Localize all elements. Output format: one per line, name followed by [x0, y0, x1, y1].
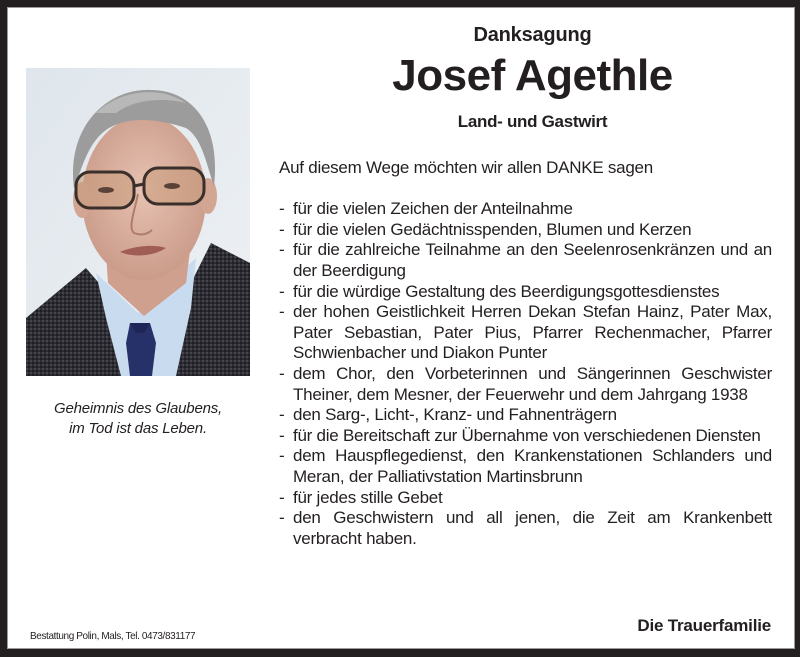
thanks-item-text: für die vielen Zeichen der Anteilnahme — [293, 199, 573, 219]
thanks-item-text: den Geschwistern und all jenen, die Zeit am Krankenbett verbracht haben. — [293, 508, 772, 548]
list-dash: - — [279, 199, 285, 219]
thanks-item-text: den Sarg-, Licht-, Kranz- und Fahnenträgern — [293, 405, 617, 425]
funeral-home-credit: Bestattung Polin, Mals, Tel. 0473/831177 — [30, 630, 196, 642]
signature: Die Trauerfamilie — [637, 616, 771, 635]
list-dash: - — [279, 281, 285, 301]
thanks-item — [279, 302, 772, 364]
thanks-body — [279, 158, 772, 549]
list-dash: - — [279, 487, 285, 507]
list-dash: - — [279, 405, 285, 425]
thanks-item — [279, 220, 772, 241]
thanks-item-text: für die vielen Gedächtnisspenden, Blumen und Kerzen — [293, 219, 692, 239]
motto-line-2: im Tod ist das Leben. — [69, 420, 207, 437]
thanks-item-text: für jedes stille Gebet — [293, 487, 443, 507]
thanks-item — [279, 364, 772, 405]
obituary-notice — [7, 7, 795, 649]
thanks-item-text: für die würdige Gestaltung des Beerdigungsgottesdienstes — [293, 281, 720, 301]
list-dash: - — [279, 302, 285, 322]
thanks-item — [279, 508, 772, 549]
notice-heading: Danksagung — [473, 24, 592, 46]
thanks-item-text: dem Hauspflegedienst, den Krankenstationen Schlanders und Meran, der Palliativstation Martinsbrunn — [293, 446, 772, 486]
thanks-item — [279, 426, 772, 447]
thanks-item-text: für die Bereitschaft zur Übernahme von verschiedenen Diensten — [293, 425, 761, 445]
thanks-item-text: dem Chor, den Vorbeterinnen und Sängerinnen Geschwister Theiner, dem Mesner, der Feuerwehr und dem Jahrgang 1938 — [293, 363, 772, 404]
thanks-list — [279, 199, 772, 549]
thanks-item-text: der hohen Geistlichkeit Herren Dekan Stefan Hainz, Pater Max, Pater Sebastian, Pater Pius, Pfarrer Rechenmacher, Pfarrer Schwienbacher und Diakon Punter — [293, 302, 772, 363]
thanks-item — [279, 282, 772, 303]
thanks-intro: Auf diesem Wege möchten wir allen DANKE sagen — [279, 158, 653, 177]
motto-quote — [26, 399, 250, 439]
list-dash: - — [279, 508, 285, 528]
list-dash: - — [279, 240, 285, 260]
deceased-name: Josef Agethle — [392, 51, 673, 100]
thanks-item — [279, 405, 772, 426]
list-dash: - — [279, 425, 285, 445]
motto-line-1: Geheimnis des Glaubens, — [54, 400, 222, 417]
deceased-occupation: Land- und Gastwirt — [457, 112, 608, 131]
thanks-item — [279, 240, 772, 281]
deceased-portrait-photo — [26, 68, 250, 376]
list-dash: - — [279, 363, 285, 383]
thanks-item — [279, 488, 772, 509]
thanks-item — [279, 199, 772, 220]
thanks-item-text: für die zahlreiche Teilnahme an den Seelenrosenkränzen und an der Beerdigung — [293, 240, 772, 280]
thanks-item — [279, 446, 772, 487]
list-dash: - — [279, 219, 285, 239]
list-dash: - — [279, 446, 285, 466]
